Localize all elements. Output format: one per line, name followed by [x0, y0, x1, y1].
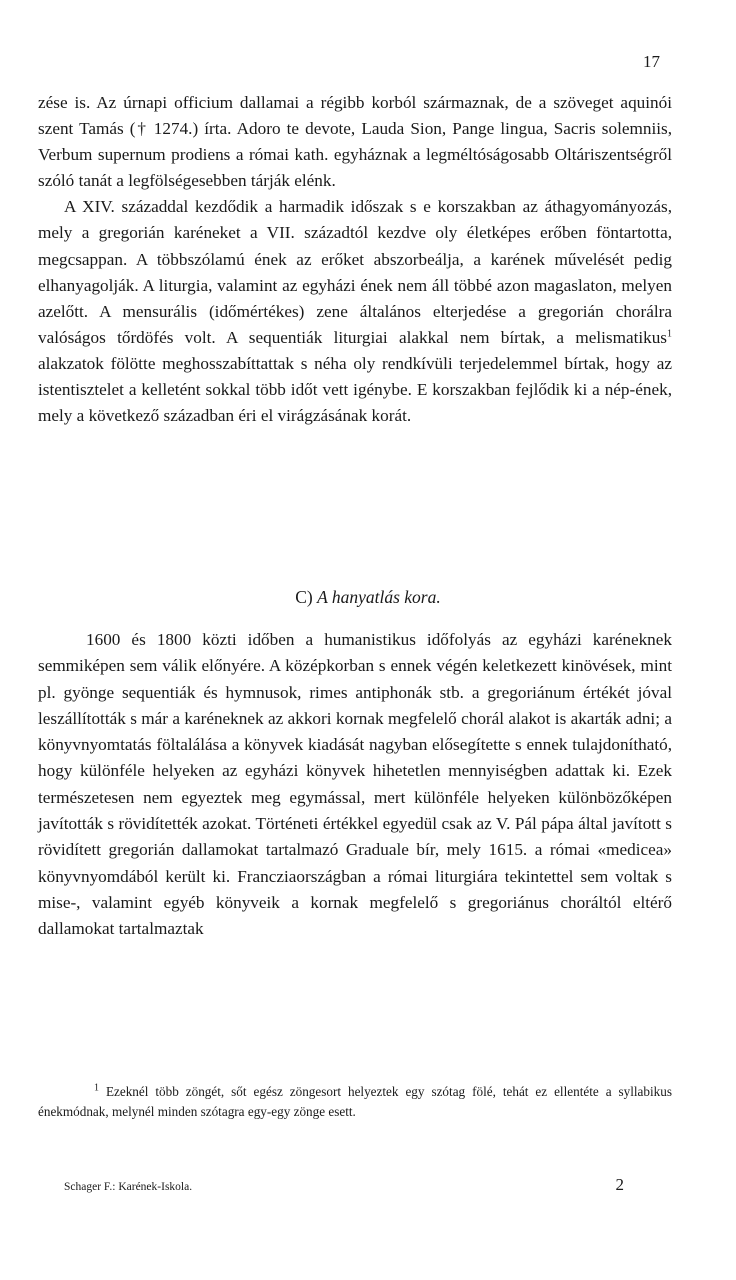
paragraph-2-continued: alakzatok fölötte meghosszabíttattak s néha oly rendkívüli terjedelemmel bírtak, hogy az istentisztelet a kelletént sokkal több időt vett igénybe. E korszakban fejlődik ki a nép-ének, mely a következő században éri el virágzásának korát.	[38, 353, 672, 426]
footnote-reference: 1	[667, 328, 672, 340]
section-paragraph: 1600 és 1800 közti időben a humanistikus időfolyás az egyházi karéneknek semmiképen sem válik előnyére. A középkorban s ennek végén keletkezett kinövések, mint pl. gyönge sequentiák és hymnusok, rimes antiphonák stb. a gregoriánum értékét jóval leszállították s már a karéneknek az akkori kornak megfelelő chorál alakot is akarták adni; a könyvnyomtatás föltalálása a könyvek kiadását nagyban elősegítette s ennek tulajdonítható, hogy különféle helyeken az egyházi könyvek hihetetlen mennyiségben adattak ki. Ezek természetesen nem egyeztek meg egymással, mert különféle helyeken különbözőképen javították s rövidítették azokat. Történeti értékkel egyedül csak az V. Pál pápa által javított s rövidített gregorián dallamokat tartalmazó Graduale bír, mely 1615. a római «medicea» könyvnyomdából került ki. Francziaországban a római liturgiára tekintettel sem voltak s mise-, valamint egyéb könyveik a kornak megfelelő s gregoriánus choráltól eltérő dallamokat tartalmaztak	[38, 630, 672, 939]
signature-sheet-number: 2	[615, 1175, 624, 1194]
section-body	[38, 627, 672, 943]
paragraph-2	[38, 194, 672, 429]
footnote-marker: 1	[94, 1082, 99, 1094]
main-text	[38, 90, 672, 429]
section-title: A hanyatlás kora.	[317, 587, 441, 607]
signature-line	[64, 1175, 624, 1195]
paragraph-1: zése is. Az úrnapi officium dallamai a régibb korból származnak, de a szöveget aquinói szent Tamás († 1274.) írta. Adoro te devote, Lauda Sion, Pange lingua, Sacris solemniis, Verbum supernum prodiens a római kath. egyháznak a legméltóságosabb Oltáriszentségről szóló tanát a legfölségesebben tárják elénk.	[38, 93, 672, 191]
page-number: 17	[643, 52, 660, 71]
section-letter: C)	[295, 587, 313, 607]
footnote	[38, 1082, 672, 1122]
paragraph-2-text: A XIV. századdal kezdődik a harmadik időszak s e korszakban az áthagyományozás, mely a gregorián karéneket a VII. századtól kezdve oly életképes erőben föntartotta, megcsappan. A többszólamú ének az erőket abszorbeálja, a karének művelését pedig elhanyagolják. A liturgia, valamint az egyházi ének nem áll többé azon magaslaton, melyen azelőtt. A mensurális (időmértékes) zene általános elterjedése a gregorián chorálra valóságos tőrdöfés volt. A sequentiák liturgiai alakkal nem bírtak, a melismatikus	[38, 197, 672, 347]
footnote-text: Ezeknél több zöngét, sőt egész zöngesort helyeztek egy szótag fölé, tehát ez ellentéte a syllabikus énekmódnak, melynél minden szótagra egy-egy zönge esett.	[38, 1084, 672, 1119]
signature-author: Schager F.: Karének-Iskola.	[64, 1181, 193, 1193]
section-heading	[0, 587, 736, 608]
